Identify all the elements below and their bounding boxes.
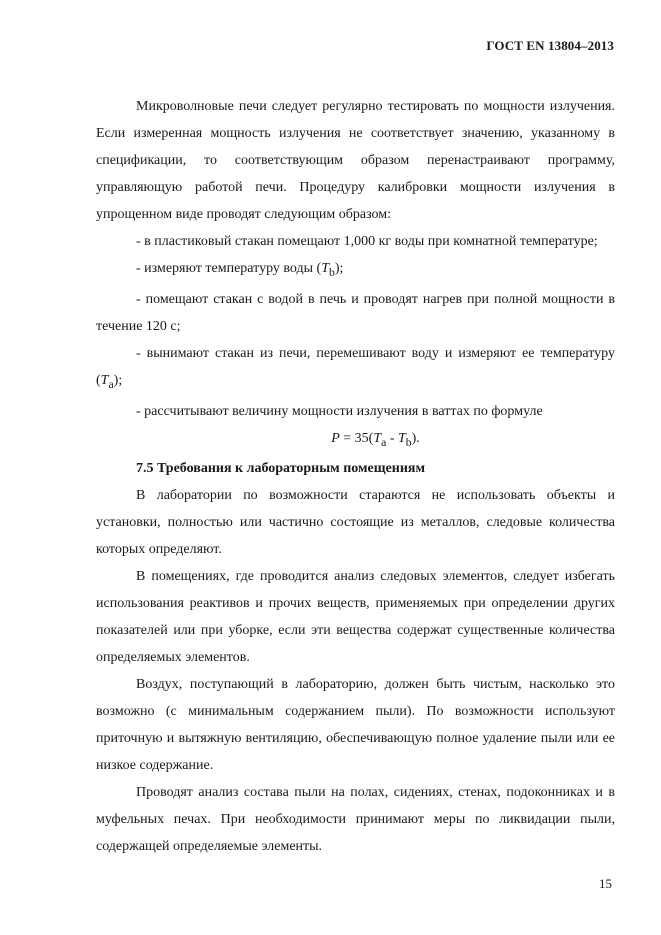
paragraph-calibration-intro: Микроволновые печи следует регулярно тестировать по мощности излучения. Если измеренная мощность излучения не соответствует значению, указанному в спецификации, то соответствующим образом перенастраивают программу, управляющую работой печи. Процедуру калибровки мощности излучения в упрощенном виде проводят следующим образом: (96, 99, 615, 222)
document-code-header: ГОСТ EN 13804–2013 (486, 38, 614, 53)
step-5: - рассчитывают величину мощности излучения в ваттах по формуле (136, 403, 543, 419)
section-paragraph-1: В лаборатории по возможности стараются не использовать объекты и установки, полностью или частично состоящие из металлов, следовые количества которых определяют. (96, 488, 615, 558)
power-formula (96, 425, 615, 456)
formula-tb-sub: b (405, 435, 412, 449)
step-2-subscript: b (329, 265, 335, 279)
step-4 (96, 340, 615, 398)
step-2-variable: T (321, 261, 329, 276)
step-4-text: - вынимают стакан из печи, перемешивают воду и измеряют ее температуру ( (96, 345, 615, 388)
document-body (96, 93, 615, 860)
step-4-end: ); (113, 372, 123, 388)
section-heading: 7.5 Требования к лабораторным помещениям (136, 461, 426, 477)
formula-ta: T (373, 430, 382, 446)
formula-eq: = 35( (339, 430, 374, 446)
step-4-variable: T (100, 372, 109, 388)
step-3: - помещают стакан с водой в печь и проводят нагрев при полной мощности в течение 120 с; (96, 291, 615, 334)
section-paragraph-2: В помещениях, где проводится анализ следовых элементов, следует избегать использования реактивов и прочих веществ, применяемых при определении других показателей или при уборке, если эти вещества содержат существенные количества определяемых элементов. (96, 569, 615, 666)
formula-ta-sub: a (381, 435, 387, 449)
formula-lhs: P (331, 430, 340, 446)
formula-minus: - (386, 430, 398, 446)
step-2-end: ); (334, 261, 344, 276)
page-number: 15 (599, 876, 612, 891)
section-paragraph-3: Воздух, поступающий в лабораторию, должен быть чистым, насколько это возможно (с минимальным содержанием пыли). По возможности используют приточную и вытяжную вентиляцию, обеспечивающую полное удаление пыли или ее низкое содержание. (96, 677, 615, 774)
step-2-text: - измеряют температуру воды ( (136, 261, 322, 276)
step-2 (96, 255, 615, 286)
section-paragraph-4: Проводят анализ состава пыли на полах, сидениях, стенах, подоконниках и в муфельных печах. При необходимости принимают меры по ликвидации пыли, содержащей определяемые элементы. (96, 785, 615, 855)
formula-end: ). (411, 430, 420, 446)
step-1: - в пластиковый стакан помещают 1,000 кг воды при комнатной температуре; (136, 234, 598, 249)
formula-tb: T (397, 430, 406, 446)
step-4-subscript: a (108, 377, 114, 391)
